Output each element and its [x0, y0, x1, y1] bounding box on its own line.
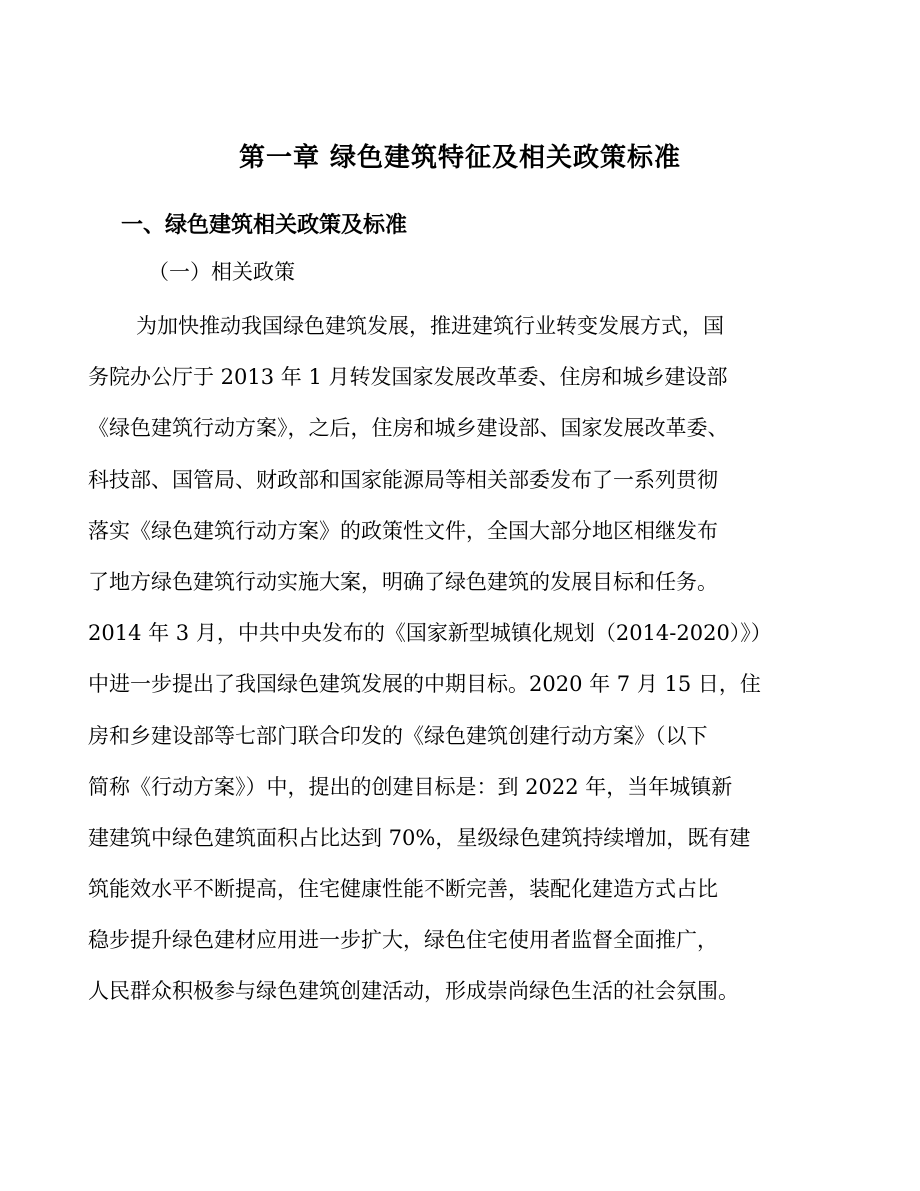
subsection-heading: （一）相关政策 — [148, 260, 295, 284]
paragraph-line: 了地方绿色建筑行动实施大案，明确了绿色建筑的发展目标和任务。 — [88, 569, 718, 594]
paragraph-line: 简称《行动方案》）中，提出的创建目标是：到 2022 年，当年城镇新 — [88, 774, 733, 799]
paragraph-line: 2014 年 3 月，中共中央发布的《国家新型城镇化规划（2014-2020）》） — [88, 621, 772, 646]
paragraph-line: 建建筑中绿色建筑面积占比达到 70%，星级绿色建筑持续增加，既有建 — [88, 825, 751, 850]
paragraph-line: 务院办公厅于 2013 年 1 月转发国家发展改革委、住房和城乡建设部 — [88, 365, 728, 390]
paragraph-line: 稳步提升绿色建材应用进一步扩大，绿色住宅使用者监督全面推广， — [88, 928, 718, 953]
section-heading: 一、绿色建筑相关政策及标准 — [121, 213, 408, 238]
paragraph-line: 人民群众积极参与绿色建筑创建活动，形成崇尚绿色生活的社会氛围。 — [88, 979, 739, 1004]
paragraph-line: 科技部、国管局、财政部和国家能源局等相关部委发布了一系列贯彻 — [88, 467, 718, 492]
paragraph-line: 为加快推动我国绿色建筑发展，推进建筑行业转变发展方式，国 — [136, 314, 724, 338]
paragraph-line: 《绿色建筑行动方案》，之后，住房和城乡建设部、国家发展改革委、 — [88, 416, 729, 441]
policy-paragraph — [88, 308, 848, 1025]
paragraph-line: 落实《绿色建筑行动方案》的政策性文件，全国大部分地区相继发布 — [88, 518, 718, 543]
paragraph-line: 中进一步提出了我国绿色建筑发展的中期目标。2020 年 7 月 15 日，住 — [88, 672, 761, 697]
chapter-title: 第一章 绿色建筑特征及相关政策标准 — [238, 143, 682, 173]
paragraph-line: 筑能效水平不断提高，住宅健康性能不断完善，装配化建造方式占比 — [88, 877, 718, 902]
paragraph-line: 房和乡建设部等七部门联合印发的《绿色建筑创建行动方案》（以下 — [88, 723, 708, 748]
